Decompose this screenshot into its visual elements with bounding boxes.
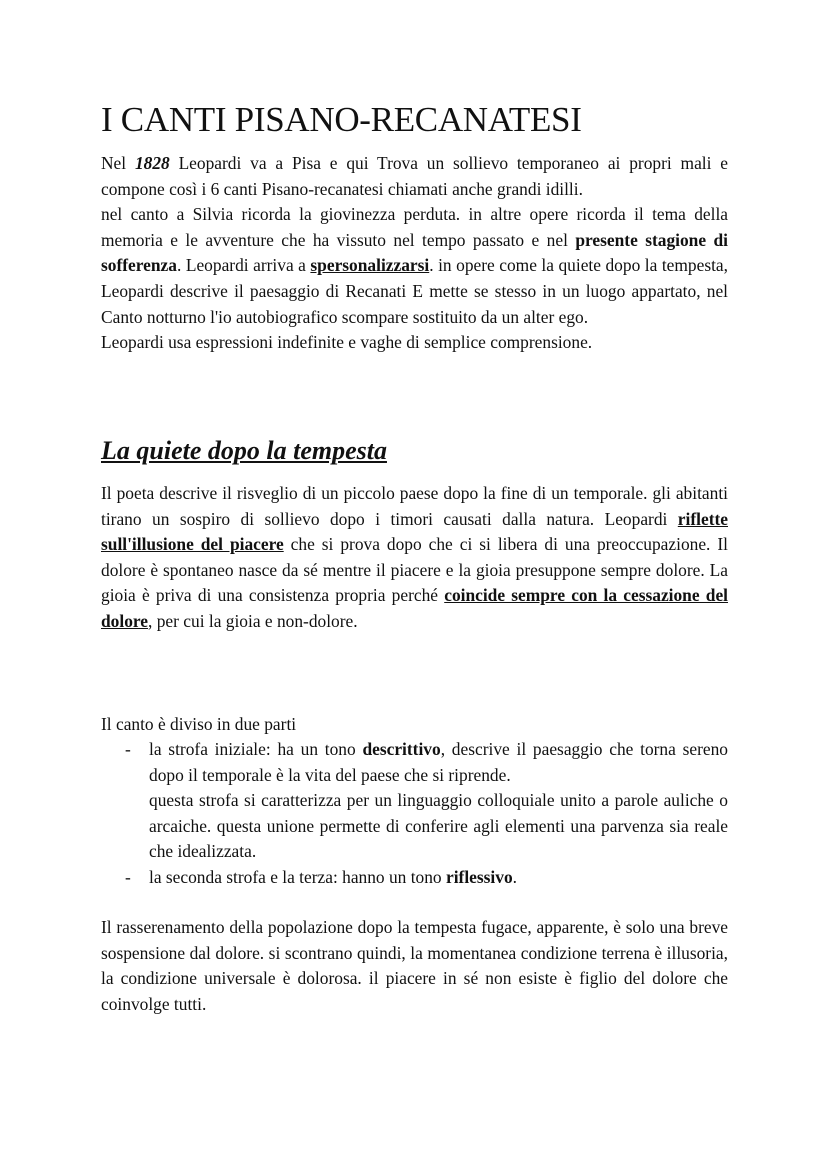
bold-underlined-text: riflette sull'illusione del piacere (101, 508, 728, 555)
list-item (101, 865, 728, 891)
bold-underlined-text: coincide sempre con la cessazione del dolore (101, 585, 729, 631)
bold-text: riflessivo (445, 866, 513, 887)
bold-text: descrittivo (362, 739, 441, 759)
list-marker: - (125, 866, 131, 887)
text: che si prova dopo che ci si libera di una preoccupazione. Il dolore è spontaneo nasce da sé mentre il piacere e la gioia presuppone sempre dolore. La gioia è priva di una consistenza propria perché (101, 534, 728, 606)
text: . in opere come la quiete dopo la tempesta, Leopardi descrive il paesaggio di Recanati E mette se stesso in un luogo appartato, nel Canto notturno l'io autobiografico scompare sostituito da un alter ego. (101, 255, 728, 327)
text: Nel (101, 153, 135, 173)
text: questa strofa si caratterizza per un linguaggio colloquiale unito a parole auliche o arcaiche. questa unione permette di conferire agli elementi una parvenza sia reale che idealizzata. (149, 790, 728, 862)
section-paragraph (101, 481, 728, 635)
list-item (101, 737, 728, 865)
text: Leopardi va a Pisa e qui Trova un sollievo temporaneo ai propri mali e compone così i 6 canti Pisano-recanatesi chiamati anche grandi idilli. (101, 153, 728, 199)
section-heading: La quiete dopo la tempesta (101, 436, 387, 465)
text: . Leopardi arriva a (176, 255, 311, 276)
text: Leopardi usa espressioni indefinite e vaghe di semplice comprensione. (101, 332, 593, 353)
intro-paragraph (101, 151, 728, 356)
text: la seconda strofa e la terza: hanno un tono (149, 866, 446, 887)
text: , descrive il paesaggio che torna sereno dopo il temporale è la vita del paese che si riprende. (149, 739, 728, 785)
list-marker: - (125, 739, 131, 759)
text: Il poeta descrive il risveglio di un piccolo paese dopo la fine di un temporale. gli abitanti tirano un sospiro di sollievo dopo i timori causati dalla natura. Leopardi (101, 483, 728, 529)
bold-text: presente stagione di sofferenza (101, 229, 728, 276)
page-title: I CANTI PISANO-RECANATESI (101, 100, 582, 139)
closing-paragraph: Il rasserenamento della popolazione dopo la tempesta fugace, apparente, è solo una breve sospensione dal dolore. si scontrano quindi, la momentanea condizione terrena è illusoria, la condizione universale è dolorosa. il piacere in sé non esiste è figlio del dolore che coinvolge tutti. (101, 917, 728, 1014)
text: la strofa iniziale: ha un tono (149, 739, 363, 759)
structure-list (101, 737, 728, 891)
bold-underlined-text: spersonalizzarsi (310, 255, 430, 276)
text: , per cui la gioia e non-dolore. (148, 610, 358, 631)
structure-intro: Il canto è diviso in due parti (101, 714, 297, 734)
text: nel canto a Silvia ricorda la giovinezza perduta. in altre opere ricorda il tema della memoria e le avventure che ha vissuto nel tempo passato e nel (101, 204, 728, 250)
year: 1828 (134, 153, 170, 173)
text: . (512, 866, 517, 887)
